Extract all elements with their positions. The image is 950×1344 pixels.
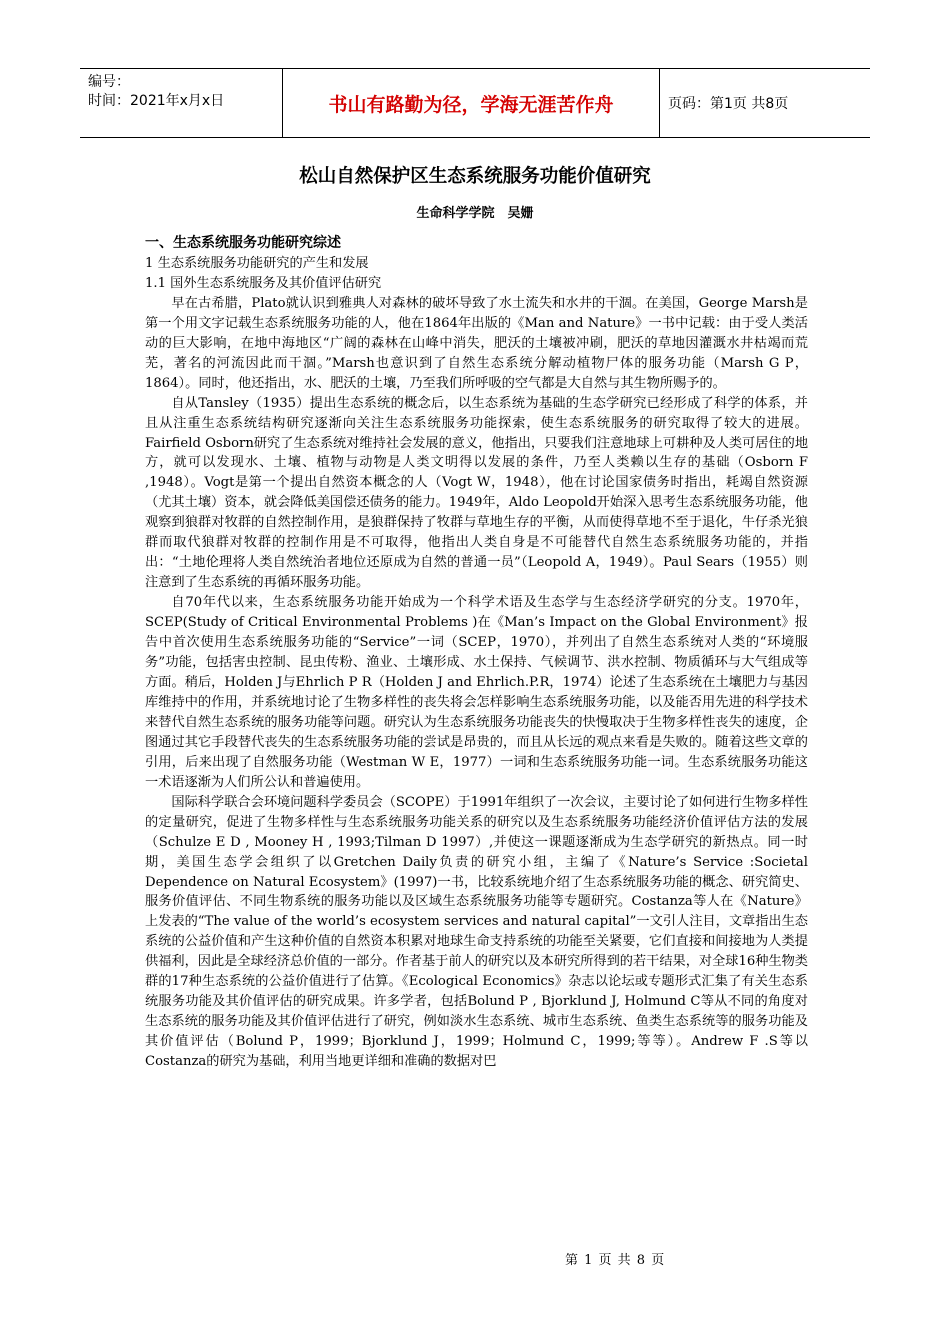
page-header bbox=[80, 68, 870, 138]
document-time-label: 时间：2021年x月x日 bbox=[88, 93, 225, 109]
paragraph: 国际科学联合会环境问题科学委员会（SCOPE）于1991年组织了一次会议，主要讨论了如何进行生物多样性的定量研究，促进了生物多样性与生态系统服务功能关系的研究以及生态系统服务功能经济价值评估方法的发展（Schulze E D , Mooney H , 1993;Tilman D 1997）,并使这一课题逐渐成为生态学研究的新热点。同一时期，美国生态学会组织了以Gretchen Daily负责的研究小组，主编了《Nature’s Service :Societal Dependence on Natural Ecosystem》(1997)一书，比较系统地介绍了生态系统服务功能的概念、研究简史、服务价值评估、不同生物系统的服务功能以及区域生态系统服务功能等专题研究。Costanza等人在《Nature》 上发表的“The value of the world’s ecosystem services and natural capital”一文引人注目，文章指出生态系统的公益价值和产生这种价值的自然资本积累对地球生命支持系统的功能至关紧要，它们直接和间接地为人类提供福利，因此是全球经济总价值的一部分。作者基于前人的研究以及本研究所得到的若干结果，对全球16种生物类群的17种生态系统的公益价值进行了估算。《Ecological Economics》杂志以论坛或专题形式汇集了有关生态系统服务功能及其价值评估的研究成果。许多学者，包括Bolund P , Bjorklund J, Holmund C等从不同的角度对生态系统的服务功能及其价值评估进行了研究，例如淡水生态系统、城市生态系统、鱼类生态系统等的服务功能及其价值评估（Bolund P，1999；Bjorklund J，1999；Holmund C，1999;等等）。Andrew F .S等以Costanza的研究为基础，利用当地更详细和准确的数据对巴 bbox=[145, 794, 808, 1070]
paragraph: 早在古希腊，Plato就认识到雅典人对森林的破坏导致了水土流失和水井的干涸。在美国，George Marsh是第一个用文字记载生态系统服务功能的人，他在1864年出版的《Man and Nature》一书中记载：由于受人类活动的巨大影响，在地中海地区“广阔的森林在山峰中消失，肥沃的土壤被冲刷，肥沃的草地因灌溉水井枯竭而荒芜，著名的河流因此而干涸。”Marsh也意识到了自然生态系统分解动植物尸体的服务功能（Marsh G P，1864）。同时，他还指出，水、肥沃的土壤，乃至我们所呼吸的空气都是大自然与其生物所赐予的。 bbox=[145, 295, 808, 391]
document-number-label: 编号： bbox=[88, 74, 130, 90]
author-line: 生命科学学院 吴姗 bbox=[416, 206, 534, 221]
header-motto: 书山有路勤为径，学海无涯苦作舟 bbox=[282, 69, 660, 137]
header-meta bbox=[88, 73, 224, 111]
section-heading: 一、生态系统服务功能研究综述 bbox=[145, 235, 341, 251]
document-title: 松山自然保护区生态系统服务功能价值研究 bbox=[299, 166, 651, 187]
paragraph: 自70年代以来，生态系统服务功能开始成为一个科学术语及生态学与生态经济学研究的分支。1970年，SCEP(Study of Critical Environmental Problems )在《Man’s Impact on the Global Environment》报告中首次使用生态系统服务功能的“Service”一词（SCEP，1970），并列出了自然生态系统对人类的“环境服务”功能，包括害虫控制、昆虫传粉、渔业、土壤形成、水土保持、气候调节、洪水控制、物质循环与大气组成等方面。稍后，Holden J与Ehrlich P R（Holden J and Ehrlich.P.R，1974）论述了生态系统在土壤肥力与基因库维持中的作用，并系统地讨论了生物多样性的丧失将会怎样影响生态系统服务功能，以及能否用先进的科学技术来替代自然生态系统的服务功能等问题。研究认为生态系统服务功能丧失的快慢取决于生物多样性丧失的速度，企图通过其它手段替代丧失的生态系统服务功能的尝试是昂贵的，而且从长远的观点来看是失败的。随着这些文章的引用，后来出现了自然服务功能（Westman W E，1977）一词和生态系统服务功能一词。生态系统服务功能这一术语逐渐为人们所公认和普遍使用。 bbox=[145, 595, 808, 790]
header-page-info: 页码：第1页 共8页 bbox=[668, 96, 789, 112]
paragraph: 自从Tansley（1935）提出生态系统的概念后，以生态系统为基础的生态学研究已经形成了科学的体系，并且从注重生态系统结构研究逐渐向关注生态系统服务功能探索，使生态系统服务的研究取得了较大的进展。Fairfield Osborn研究了生态系统对维持社会发展的意义，他指出，只要我们注意地球上可耕种及人类可居住的地方，就可以发现水、土壤、植物与动物是人类文明得以发展的条件，乃至人类赖以生存的基础（Osborn F ,1948）。Vogt是第一个提出自然资本概念的人（Vogt W，1948），他在讨论国家债务时指出，耗竭自然资源（尤其土壤）资本，就会降低美国偿还债务的能力。1949年，Aldo Leopold开始深入思考生态系统服务功能，他观察到狼群对牧群的自然控制作用，是狼群保持了牧群与草地生存的平衡，从而使得草地不至于退化，牛仔杀光狼群而取代狼群对牧群的控制作用是不可取得，他指出人类自身是不可能替代自然生态系统服务功能的，并指出：“土地伦理将人类自然统治者地位还原成为自然的普通一员”（Leopold A，1949）。Paul Sears（1955）则注意到了生态系统的再循环服务功能。 bbox=[145, 395, 808, 591]
subsection-heading: 1 生态系统服务功能研究的产生和发展 bbox=[145, 255, 369, 271]
document-body bbox=[145, 234, 808, 1072]
page-footer: 第 1 页 共 8 页 bbox=[565, 1253, 666, 1268]
subsubsection-heading: 1.1 国外生态系统服务及其价值评估研究 bbox=[145, 275, 382, 291]
